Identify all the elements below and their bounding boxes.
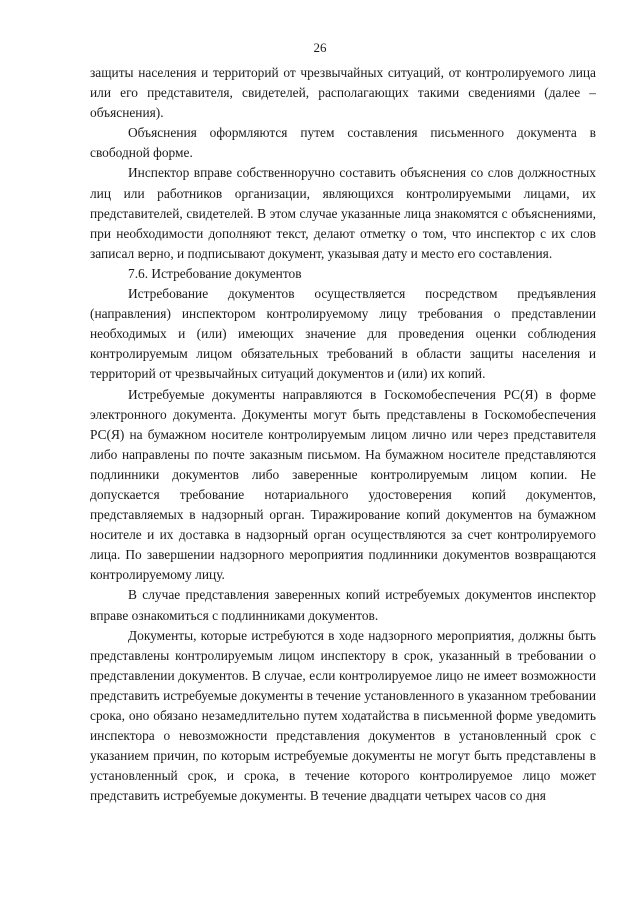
paragraph-explanations-continued: защиты населения и территорий от чрезвычайных ситуаций, от контролируемого лица или его представителя, свидетелей, располагающих такими сведениями (далее – объяснения). <box>90 65 596 121</box>
paragraph-deadline: Документы, которые истребуются в ходе надзорного мероприятия, должны быть представлены контролируемым лицом инспектору в срок, указанный в требовании о представлении документов. В случае, если контролируемое лицо не имеет возможности представить истребуемые документы в течение установленного в указанном требовании срока, оно обязано незамедлительно путем ходатайства в письменной форме уведомить инспектора о невозможности представления документов в установленный срок с указанием причин, по которым истребуемые документы не могут быть представлены в установленный срок, и срока, в течение которого контролируемое лицо может представить истребуемые документы. В течение двадцати четырех часов со дня <box>90 627 596 804</box>
section-heading: 7.6. Истребование документов <box>128 265 302 281</box>
paragraph-inspector-writes: Инспектор вправе собственноручно составить объяснения со слов должностных лиц или работников организации, являющихся контролируемыми лицами, их представителей, свидетелей. В этом случае указанные лица знакомятся с объяснениями, при необходимости дополняют текст, делают отметку о том, что инспектор с их слов записал верно, и подписывают документ, указывая дату и место его составления. <box>90 165 596 261</box>
paragraph-document-submission: Истребуемые документы направляются в Госкомобеспечения РС(Я) в форме электронного документа. Документы могут быть представлены в Госкомобеспечения РС(Я) на бумажном носителе контролируемым лицом лично или через представителя либо направлены по почте заказным письмом. На бумажном носителе представляются подлинники документов либо заверенные контролируемым лицом копии. Не допускается требование нотариального удостоверения копий документов, представляемых в надзорный орган. Тиражирование копий документов на бумажном носителе и их доставка в надзорный орган осуществляются за счет контролируемого лица. По завершении надзорного мероприятия подлинники документов возвращаются контролируемому лицу. <box>90 386 596 583</box>
paragraph-certified-copies: В случае представления заверенных копий истребуемых документов инспектор вправе ознакомиться с подлинниками документов. <box>90 587 596 623</box>
paragraph-free-form: Объяснения оформляются путем составления письменного документа в свободной форме. <box>90 125 596 161</box>
document-body <box>90 63 596 806</box>
paragraph-document-request: Истребование документов осуществляется посредством предъявления (направления) инспектором контролируемому лицу требования о представлении необходимых и (или) имеющих значение для проведения оценки соблюдения контролируемым лицом обязательных требований в области защиты населения и территорий от чрезвычайных ситуаций документов и (или) их копий. <box>90 286 596 382</box>
page-number: 26 <box>313 40 327 55</box>
